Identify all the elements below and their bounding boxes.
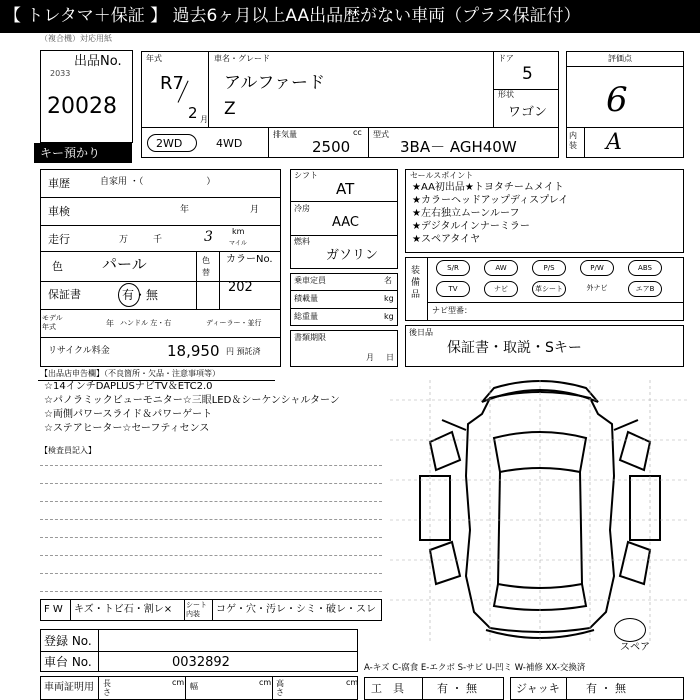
displacement-unit: cc [353,128,362,137]
report-line: ☆パノラミックビューモニター☆三眼LED＆シーケンシャルターン [44,395,340,406]
aircon-label: 冷房 [294,204,310,213]
right-front-wheel [620,432,650,470]
jack-label: ジャッキ [516,682,560,695]
fuel-label: 燃料 [294,237,310,246]
after-value: 保証書・取説・Sキー [447,340,582,356]
warranty-circle [118,283,140,307]
model-code-label: 型式 [373,130,389,139]
shift-label: シフト [294,171,318,180]
aircon-value: AAC [332,215,359,230]
damage-legend: A-キズ C-腐食 E-エクボ S-サビ U-凹ミ W-補修 XX-交換済 [364,663,586,673]
body-type-label: 形状 [498,90,514,99]
shaken-year: 年 [180,205,190,215]
weight-unit: kg [384,312,394,321]
mileage-unit-km: km [232,227,245,236]
shift-value: AT [336,180,355,198]
seat-label: シート内装 [186,601,207,618]
equip-option: P/W [580,260,614,276]
model-year-dealer: ディーラー・並行 [206,319,262,327]
fuel-value: ガソリン [326,248,379,263]
color-value: パール [102,255,147,273]
lot-small-no: 2033 [50,69,71,78]
key-deposit-label: キー預かり [40,146,101,160]
mileage-value: 3 [204,229,213,245]
year-era: R7 [160,73,184,94]
model-year-label: モデル年式 [42,314,63,331]
sales-point-item: ★デジタルインナーミラー [412,221,530,232]
banner-title: 【 トレタマ＋保証 】 過去6ヶ月以上AA出品歴がない車両（プラス保証付） [4,6,581,26]
fw-items: キズ・トビ石・割レ× [74,604,173,615]
year-label: 年式 [146,54,162,63]
doors-value: 5 [522,64,533,84]
model-year-handle: ハンドル 左・右 [120,319,172,327]
report-line: ☆ステアヒーター☆セーフティセンス [44,423,210,434]
weight-label: 総重量 [294,312,318,321]
warranty-label: 保証書 [48,288,81,301]
shaken-label: 車検 [48,205,70,218]
report-line: ☆14インチDAPLUSナビTV＆ETC2.0 [44,381,213,392]
equip-option: P/S [532,260,566,276]
after-label: 後日品 [409,328,433,337]
sales-point-item: ★AA初出品★トヨタチームメイト [412,182,564,193]
seat-items: コゲ・穴・汚レ・シミ・破レ・スレ [216,604,376,615]
dims-wide-unit: cm [259,678,272,687]
load-label: 積載量 [294,294,318,303]
equip-option: S/R [436,260,470,276]
sales-point-item: ★スペアタイヤ [412,234,481,245]
reg-label: 登録 No. [44,634,92,648]
left-rear-wheel [430,542,460,584]
equip-option: 外ナビ [586,284,608,292]
dims-label: 車両証明用 [44,682,94,693]
left-front-wheel [430,432,460,470]
color-label: 色 [52,260,63,273]
equip-option: AW [484,260,518,276]
drive-4wd-text: 4WD [216,137,243,150]
equip-option: ナビ [484,281,518,297]
right-mirror [614,420,638,430]
sales-point-item: ★左右独立ムーンルーフ [412,208,520,219]
score-value: 6 [606,80,628,120]
left-side-panel [420,476,450,540]
interior-value: A [606,130,622,155]
dims-long: 長さ [103,679,111,697]
dims-long-unit: cm [172,678,185,687]
model-name: アルファード [224,73,325,93]
jack-value: 有 ・ 無 [586,682,626,695]
color-code-value: 202 [228,280,253,295]
doors-label: ドア [498,54,514,63]
mileage-unit-mile: マイル [229,240,247,247]
score-label: 評価点 [608,54,632,63]
color-repaint: 色替 [202,256,210,277]
recycle-value: 18,950 [167,342,220,360]
lot-number: 20028 [47,94,117,119]
equip-option: エアB [628,281,662,297]
year-month-unit: 月 [200,115,208,124]
spare-circle [614,618,646,642]
dims-high: 高さ [276,679,284,697]
equipment-label: 装備品 [411,266,421,300]
equip-option: 革シート [532,281,566,297]
color-code-label: カラーNo. [226,254,273,265]
docs-label: 書類期限 [294,333,326,342]
dims-wide: 幅 [190,682,198,691]
right-rear-wheel [620,542,650,584]
chassis-value: 0032892 [172,655,230,670]
model-code-value: 3BA－ AGH40W [400,138,517,156]
mileage-sen: 千 [153,235,163,245]
displacement-value: 2500 [312,138,351,156]
recycle-label: リサイクル料金 [48,346,110,356]
history-value: 自家用 ・（ ） [100,177,216,187]
sales-point-item: ★カラーヘッドアップディスプレイ [412,195,569,206]
model-year-year: 年 [106,319,114,328]
interior-label: 内装 [569,131,577,150]
equip-option: TV [436,281,470,297]
body-type-value: ワゴン [508,105,548,120]
right-side-panel [630,476,660,540]
chassis-label: 車台 No. [44,655,92,669]
lot-label: 出品No. [74,54,122,69]
sales-points-label: セールスポイント [410,171,474,180]
load-unit: kg [384,294,394,303]
model-label: 車名・グレード [214,54,270,63]
model-grade: Z [224,99,236,119]
mileage-man: 万 [119,235,129,245]
dims-high-unit: cm [346,678,359,687]
report-label: 【出品店申告欄】（不良箇所・欠品・注意事項等） [40,369,220,378]
history-label: 車歴 [48,177,70,190]
shaken-month: 月 [250,205,260,215]
warranty-value: 有・無 [122,288,159,302]
fw-label: F W [44,604,63,615]
year-month: 2 [188,104,198,122]
capacity-unit: 名 [384,276,392,285]
displacement-label: 排気量 [273,130,297,139]
equip-option: ABS [628,260,662,276]
top-note: （複合機）対応用紙 [40,34,112,43]
navi-model-label: ナビ型番： [432,306,472,315]
car-damage-diagram [390,380,690,642]
report-line: ☆両側パワースライド＆パワーゲート [44,409,213,420]
docs-unit: 月 [366,353,374,362]
recycle-unit: 円 預託済 [226,347,261,356]
inspector-label: 【検査員記入】 [40,446,96,455]
tools-value: 有 ・ 無 [437,682,477,695]
left-mirror [442,420,466,430]
tools-label: 工 具 [371,682,404,695]
spare-label: スペア [620,642,650,653]
mileage-label: 走行 [48,233,70,246]
docs-day: 日 [386,353,394,362]
drive-2wd-text: 2WD [156,137,183,150]
capacity-label: 乗車定員 [294,276,326,285]
